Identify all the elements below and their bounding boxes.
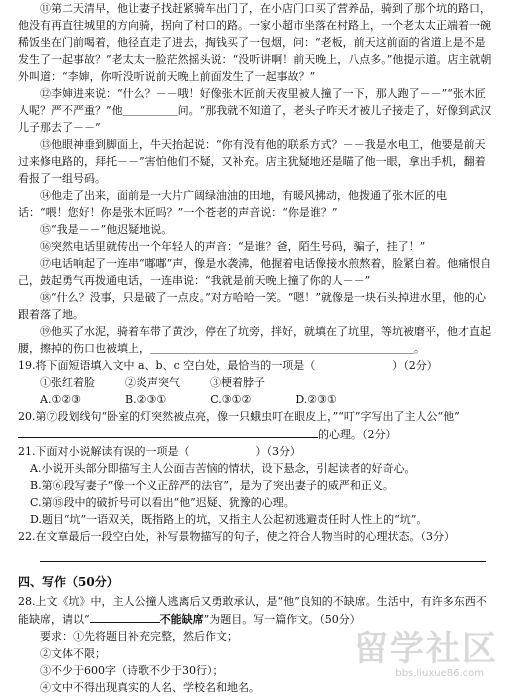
q21-option-a: A.小说开头部分即描写主人公面吉苦恼的情状，设下悬念，引起读者的好奇心。 <box>30 462 416 475</box>
q21-option-b: B.第⑥段写妻子“像一个义正辞严的法官”，是为了突出妻子的威严和正义。 <box>30 479 394 492</box>
q19-item-1: ①张红着脸 <box>40 376 95 389</box>
q20-tail: 的心理。（2分） <box>318 428 397 441</box>
question-21 <box>18 443 492 528</box>
site-watermark <box>348 630 498 682</box>
question-20 <box>18 408 492 443</box>
q22-answer-line[interactable] <box>40 547 486 562</box>
paragraph-18: ⑱“什么？没事，只是破了一点皮。”对方哈哈一笑。“嗯！”就像是一块石头掉进水里，他的心跟着落了地。 <box>18 291 486 321</box>
watermark-url: bbs.liuxue86.com <box>395 668 484 679</box>
paragraph-13: ⑬他眼神垂到脚面上，牛天抬起说：“你有没有他的联系方式？－－我是水电工，他要是前天过来修电路的，拜托－－”害怕他们不疑，又补充。店主犹疑地还是瞄了他一眼，拿出手机，翻着看报了一组号码。 <box>18 138 486 185</box>
paragraph-19: ⑲他买了水泥，骑着车带了黄沙，停在了坑旁，拌好，就填在了坑里，等坑被磨平，他才直起腰，擦掉的伤口也被填上，＿＿＿＿＿＿＿＿＿＿＿＿＿＿＿＿＿＿＿＿＿＿＿＿。 <box>18 325 491 355</box>
title-blank[interactable] <box>90 610 160 623</box>
writing-req-3: ③不少于600字（诗歌不少于30行）； <box>40 664 224 677</box>
question-19-items <box>40 374 492 391</box>
question-22-stem: 22.在文章最后一段空白处，补写景物描写的句子，使之符合人物当时的心理状态。（3分） <box>18 530 455 543</box>
paragraph-11: ⑪第二天清早，他让妻子找赶紧骑车出门了，在小店门口买了营养品，骑到了那个坑的路口，他没有再直往城里的方向骑，拐向了村口的路。一家小超市坐落在村路上，一个老太太正端着一碗稀饭坐在门前喝着，他径直走了进去，掏钱买了一包烟，问：“老板，前天这前面的省道上是不是发生了一起事故？”老太太一脸茫然摇头说：“没听讲啊！前天晚上，八点多。”他提示道。店主就朝外叫道：“李婶，你听没听说前天晚上前面发生了一起事故？” <box>18 2 492 83</box>
question-20-line2 <box>18 425 492 443</box>
writing-requirements-title: 要求：①先将题目补充完整，然后作文； <box>40 630 238 643</box>
q20-answer-blank[interactable] <box>18 425 318 438</box>
writing-prompt-part2: ”为题目。写一篇作文。（50分） <box>203 613 361 626</box>
writing-heading: 四、写作（50分） <box>18 575 119 589</box>
writing-prompt-bold: 不能缺席 <box>159 613 204 626</box>
q19-item-3: ③梗着脖子 <box>210 376 265 389</box>
q19-choice-a: A.①②③ <box>40 393 82 406</box>
writing-req-2: ②文体不限； <box>40 647 106 660</box>
writing-prompt-part1: 28.上文《坑》中，主人公撞人逃离后又勇敢承认，是“他”良知的不缺席。生活中，有许多东西不能缺席，请以“ <box>18 595 487 626</box>
watermark-logo-text: 留学社区 <box>354 629 498 669</box>
paragraph-14: ⑭他走了出来，面前是一大片广阔绿油油的田地，有暖风拂动，他拨通了张木匠的电话：“喂！您好！你是张木匠吗？”一个苍老的声音说：“你是谁？” <box>18 189 447 219</box>
question-21-stem: 21.下面对小说解读有误的一项是（ ）（3分） <box>18 445 301 458</box>
question-19 <box>18 357 492 408</box>
q19-item-2: ②炎声突气 <box>125 376 180 389</box>
question-20-line1: 20.第⑦段划线句“卧室的灯突然被点亮，像一只蛾虫叮在眼皮上，”“叮”字写出了主人公“他” <box>18 410 460 423</box>
question-22 <box>18 528 492 562</box>
q21-option-c: C.第⑮段中的破折号可以看出“他”迟疑、犹豫的心理。 <box>30 496 295 509</box>
q19-choice-c: C.③①② <box>210 393 252 406</box>
paragraph-12: ⑫李婶进来说：“什么？－－哦！好像张木匠前天夜里被人撞了一下，那人跑了－－”“张木匠人呢？严不严重？”他＿＿＿＿＿问。“那我就不知道了，老头子昨天才被儿子接走了，好像到武汉儿子那去了－－” <box>18 87 492 134</box>
paragraph-15: ⑮“我是－－”他迟疑地说。 <box>40 223 173 236</box>
q19-choice-b: B.②③① <box>125 393 167 406</box>
question-19-choices <box>40 391 492 408</box>
story-text <box>18 0 492 357</box>
q19-choice-d: D.②③① <box>295 393 337 406</box>
writing-req-4: ④文中不得出现真实的人名、学校名和地名。 <box>40 681 260 694</box>
writing-prompt <box>18 593 492 628</box>
paragraph-16: ⑯突然电话里就传出一个年轻人的声音：“是谁？爸，陌生号码，骗子，挂了！” <box>40 240 426 253</box>
question-19-stem: 19.将下面短语填入文中 a、b、c 空白处，最恰当的一项是（ ）（2分） <box>18 359 438 372</box>
paragraph-17: ⑰电话响起了一连串“嘟嘟”声，像是水袭沸，他握着电话像接水煎熬着，脸紧白着。他痛恨自己，鼓起勇气再拨通电话，一连串说：“我就是前天晚上撞了你的人－－” <box>18 257 492 287</box>
q21-option-d: D.题目“坑”一语双关，既指路上的坑，又指主人公起初逃避责任时人性上的“坑”。 <box>30 513 428 526</box>
